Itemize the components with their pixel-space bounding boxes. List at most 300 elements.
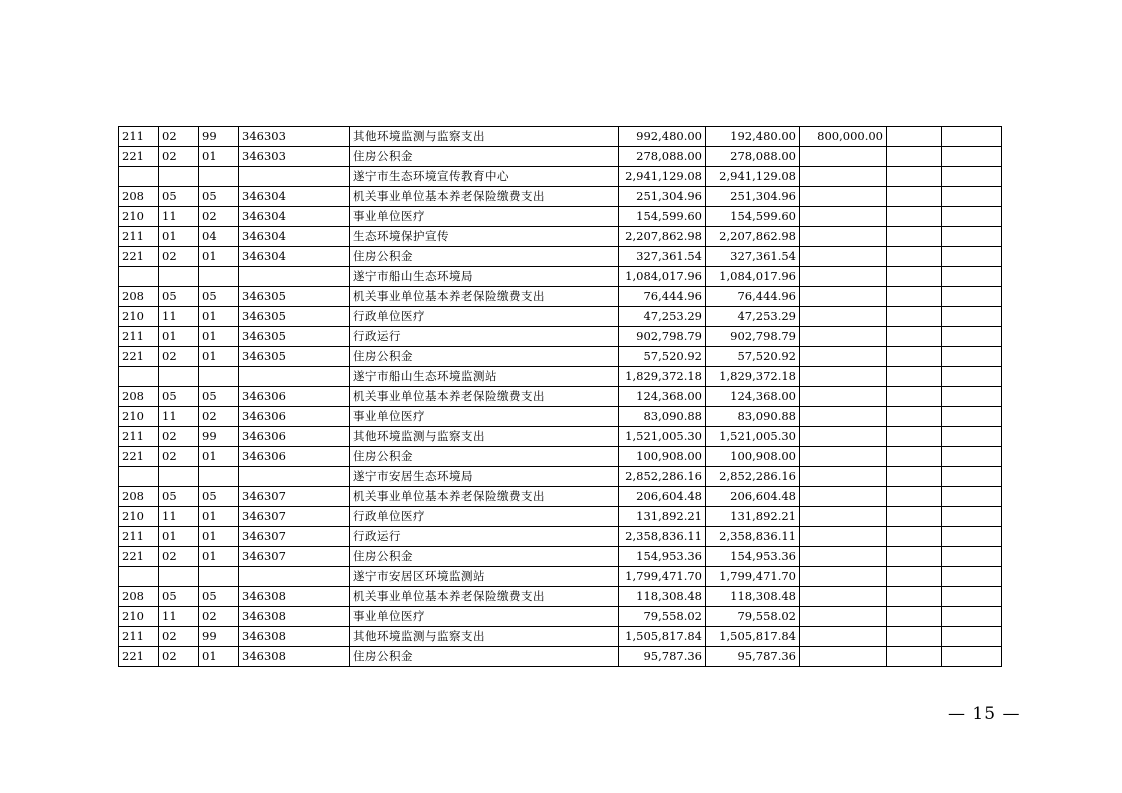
item-code-cell: 01 (199, 647, 239, 667)
unit-code-cell: 346307 (239, 547, 350, 567)
section-code-cell: 02 (159, 147, 199, 167)
table-row (119, 147, 1002, 167)
table-row (119, 647, 1002, 667)
page-number: — 15 — (948, 704, 1021, 724)
total-amount-cell: 992,480.00 (619, 127, 706, 147)
section-code-cell: 11 (159, 507, 199, 527)
table-row (119, 187, 1002, 207)
section-code-cell: 05 (159, 187, 199, 207)
total-amount-cell: 47,253.29 (619, 307, 706, 327)
class-code-cell (119, 167, 159, 187)
item-code-cell (199, 267, 239, 287)
col-9-cell (887, 167, 942, 187)
table-row (119, 287, 1002, 307)
section-code-cell: 01 (159, 327, 199, 347)
class-code-cell: 211 (119, 427, 159, 447)
class-code-cell: 210 (119, 607, 159, 627)
item-name-cell: 遂宁市生态环境宣传教育中心 (350, 167, 619, 187)
class-code-cell: 221 (119, 147, 159, 167)
item-name-cell: 住房公积金 (350, 247, 619, 267)
total-amount-cell: 1,799,471.70 (619, 567, 706, 587)
col-9-cell (887, 627, 942, 647)
col-10-cell (942, 447, 1002, 467)
unit-code-cell: 346306 (239, 427, 350, 447)
project-expenditure-cell (800, 327, 887, 347)
section-code-cell: 05 (159, 387, 199, 407)
project-expenditure-cell (800, 527, 887, 547)
item-code-cell: 04 (199, 227, 239, 247)
table-row (119, 367, 1002, 387)
unit-code-cell (239, 567, 350, 587)
item-code-cell: 01 (199, 347, 239, 367)
col-9-cell (887, 287, 942, 307)
table-row (119, 227, 1002, 247)
col-9-cell (887, 187, 942, 207)
project-expenditure-cell (800, 447, 887, 467)
col-10-cell (942, 647, 1002, 667)
col-10-cell (942, 527, 1002, 547)
total-amount-cell: 1,505,817.84 (619, 627, 706, 647)
unit-code-cell: 346307 (239, 507, 350, 527)
project-expenditure-cell (800, 147, 887, 167)
unit-code-cell (239, 467, 350, 487)
item-code-cell: 02 (199, 207, 239, 227)
col-9-cell (887, 347, 942, 367)
item-name-cell: 住房公积金 (350, 147, 619, 167)
basic-expenditure-cell: 1,505,817.84 (706, 627, 800, 647)
item-name-cell: 住房公积金 (350, 447, 619, 467)
table-row (119, 427, 1002, 447)
unit-code-cell: 346307 (239, 527, 350, 547)
item-code-cell: 01 (199, 447, 239, 467)
table-row (119, 347, 1002, 367)
unit-code-cell: 346308 (239, 627, 350, 647)
basic-expenditure-cell: 76,444.96 (706, 287, 800, 307)
class-code-cell: 211 (119, 227, 159, 247)
unit-code-cell: 346304 (239, 247, 350, 267)
basic-expenditure-cell: 100,908.00 (706, 447, 800, 467)
basic-expenditure-cell: 2,358,836.11 (706, 527, 800, 547)
total-amount-cell: 206,604.48 (619, 487, 706, 507)
section-code-cell: 05 (159, 487, 199, 507)
table-row (119, 587, 1002, 607)
table-row (119, 387, 1002, 407)
class-code-cell: 221 (119, 447, 159, 467)
col-10-cell (942, 367, 1002, 387)
class-code-cell: 208 (119, 487, 159, 507)
section-code-cell: 01 (159, 527, 199, 547)
class-code-cell: 208 (119, 187, 159, 207)
class-code-cell (119, 367, 159, 387)
table-row (119, 487, 1002, 507)
item-code-cell (199, 567, 239, 587)
col-10-cell (942, 307, 1002, 327)
basic-expenditure-cell: 1,521,005.30 (706, 427, 800, 447)
table-row (119, 127, 1002, 147)
total-amount-cell: 124,368.00 (619, 387, 706, 407)
item-name-cell: 机关事业单位基本养老保险缴费支出 (350, 187, 619, 207)
basic-expenditure-cell: 1,084,017.96 (706, 267, 800, 287)
section-code-cell: 05 (159, 587, 199, 607)
item-name-cell: 机关事业单位基本养老保险缴费支出 (350, 487, 619, 507)
item-code-cell: 05 (199, 187, 239, 207)
basic-expenditure-cell: 902,798.79 (706, 327, 800, 347)
basic-expenditure-cell: 278,088.00 (706, 147, 800, 167)
table-row (119, 607, 1002, 627)
basic-expenditure-cell: 2,852,286.16 (706, 467, 800, 487)
item-code-cell: 01 (199, 147, 239, 167)
item-name-cell: 行政单位医疗 (350, 307, 619, 327)
item-code-cell: 01 (199, 507, 239, 527)
class-code-cell (119, 467, 159, 487)
project-expenditure-cell (800, 607, 887, 627)
basic-expenditure-cell: 79,558.02 (706, 607, 800, 627)
total-amount-cell: 1,829,372.18 (619, 367, 706, 387)
item-name-cell: 生态环境保护宣传 (350, 227, 619, 247)
section-code-cell: 11 (159, 607, 199, 627)
basic-expenditure-cell: 95,787.36 (706, 647, 800, 667)
table-row (119, 527, 1002, 547)
unit-code-cell: 346307 (239, 487, 350, 507)
item-code-cell: 02 (199, 607, 239, 627)
col-9-cell (887, 227, 942, 247)
item-name-cell: 其他环境监测与监察支出 (350, 427, 619, 447)
section-code-cell (159, 267, 199, 287)
total-amount-cell: 100,908.00 (619, 447, 706, 467)
item-name-cell: 机关事业单位基本养老保险缴费支出 (350, 587, 619, 607)
unit-code-cell (239, 367, 350, 387)
item-code-cell (199, 167, 239, 187)
col-10-cell (942, 147, 1002, 167)
item-code-cell: 99 (199, 627, 239, 647)
total-amount-cell: 902,798.79 (619, 327, 706, 347)
col-10-cell (942, 547, 1002, 567)
total-amount-cell: 278,088.00 (619, 147, 706, 167)
basic-expenditure-cell: 154,599.60 (706, 207, 800, 227)
basic-expenditure-cell: 327,361.54 (706, 247, 800, 267)
section-code-cell: 01 (159, 227, 199, 247)
col-9-cell (887, 327, 942, 347)
class-code-cell: 211 (119, 527, 159, 547)
project-expenditure-cell (800, 427, 887, 447)
class-code-cell: 208 (119, 287, 159, 307)
unit-code-cell: 346304 (239, 227, 350, 247)
col-9-cell (887, 367, 942, 387)
project-expenditure-cell (800, 587, 887, 607)
item-name-cell: 行政运行 (350, 527, 619, 547)
unit-code-cell: 346304 (239, 207, 350, 227)
project-expenditure-cell (800, 547, 887, 567)
table-row (119, 167, 1002, 187)
total-amount-cell: 95,787.36 (619, 647, 706, 667)
col-9-cell (887, 247, 942, 267)
basic-expenditure-cell: 2,207,862.98 (706, 227, 800, 247)
item-code-cell: 05 (199, 487, 239, 507)
col-10-cell (942, 487, 1002, 507)
basic-expenditure-cell: 131,892.21 (706, 507, 800, 527)
item-code-cell (199, 367, 239, 387)
basic-expenditure-cell: 1,799,471.70 (706, 567, 800, 587)
project-expenditure-cell: 800,000.00 (800, 127, 887, 147)
table-row (119, 407, 1002, 427)
total-amount-cell: 2,358,836.11 (619, 527, 706, 547)
item-code-cell: 01 (199, 247, 239, 267)
project-expenditure-cell (800, 367, 887, 387)
item-code-cell: 01 (199, 327, 239, 347)
col-9-cell (887, 387, 942, 407)
unit-code-cell: 346308 (239, 587, 350, 607)
class-code-cell: 221 (119, 547, 159, 567)
table-row (119, 547, 1002, 567)
total-amount-cell: 83,090.88 (619, 407, 706, 427)
total-amount-cell: 154,953.36 (619, 547, 706, 567)
item-name-cell: 事业单位医疗 (350, 207, 619, 227)
col-10-cell (942, 607, 1002, 627)
basic-expenditure-cell: 192,480.00 (706, 127, 800, 147)
item-code-cell: 99 (199, 127, 239, 147)
item-code-cell: 05 (199, 287, 239, 307)
item-name-cell: 机关事业单位基本养老保险缴费支出 (350, 287, 619, 307)
col-10-cell (942, 287, 1002, 307)
table-row (119, 447, 1002, 467)
unit-code-cell: 346306 (239, 387, 350, 407)
section-code-cell: 11 (159, 407, 199, 427)
table-row (119, 567, 1002, 587)
section-code-cell: 11 (159, 207, 199, 227)
section-code-cell: 02 (159, 547, 199, 567)
section-code-cell: 05 (159, 287, 199, 307)
section-code-cell: 02 (159, 347, 199, 367)
table-row (119, 507, 1002, 527)
table-row (119, 207, 1002, 227)
total-amount-cell: 76,444.96 (619, 287, 706, 307)
item-code-cell: 02 (199, 407, 239, 427)
total-amount-cell: 251,304.96 (619, 187, 706, 207)
total-amount-cell: 1,521,005.30 (619, 427, 706, 447)
col-10-cell (942, 347, 1002, 367)
class-code-cell: 221 (119, 347, 159, 367)
total-amount-cell: 2,207,862.98 (619, 227, 706, 247)
unit-code-cell: 346305 (239, 307, 350, 327)
basic-expenditure-cell: 251,304.96 (706, 187, 800, 207)
section-code-cell (159, 167, 199, 187)
class-code-cell: 211 (119, 627, 159, 647)
basic-expenditure-cell: 206,604.48 (706, 487, 800, 507)
col-10-cell (942, 247, 1002, 267)
class-code-cell: 210 (119, 207, 159, 227)
col-10-cell (942, 467, 1002, 487)
total-amount-cell: 57,520.92 (619, 347, 706, 367)
unit-code-cell: 346308 (239, 607, 350, 627)
col-10-cell (942, 127, 1002, 147)
item-name-cell: 住房公积金 (350, 647, 619, 667)
total-amount-cell: 2,941,129.08 (619, 167, 706, 187)
project-expenditure-cell (800, 207, 887, 227)
project-expenditure-cell (800, 227, 887, 247)
project-expenditure-cell (800, 287, 887, 307)
col-9-cell (887, 427, 942, 447)
table-row (119, 307, 1002, 327)
project-expenditure-cell (800, 167, 887, 187)
project-expenditure-cell (800, 387, 887, 407)
col-10-cell (942, 627, 1002, 647)
total-amount-cell: 154,599.60 (619, 207, 706, 227)
col-10-cell (942, 587, 1002, 607)
item-code-cell: 99 (199, 427, 239, 447)
unit-code-cell: 346305 (239, 327, 350, 347)
table-row (119, 467, 1002, 487)
col-10-cell (942, 567, 1002, 587)
unit-code-cell (239, 267, 350, 287)
class-code-cell: 208 (119, 587, 159, 607)
unit-code-cell: 346303 (239, 147, 350, 167)
col-10-cell (942, 427, 1002, 447)
item-name-cell: 其他环境监测与监察支出 (350, 127, 619, 147)
total-amount-cell: 118,308.48 (619, 587, 706, 607)
item-name-cell: 事业单位医疗 (350, 607, 619, 627)
item-name-cell: 机关事业单位基本养老保险缴费支出 (350, 387, 619, 407)
col-10-cell (942, 207, 1002, 227)
basic-expenditure-cell: 154,953.36 (706, 547, 800, 567)
section-code-cell: 11 (159, 307, 199, 327)
item-code-cell: 05 (199, 387, 239, 407)
section-code-cell: 02 (159, 647, 199, 667)
item-name-cell: 其他环境监测与监察支出 (350, 627, 619, 647)
col-9-cell (887, 127, 942, 147)
section-code-cell: 02 (159, 427, 199, 447)
col-9-cell (887, 467, 942, 487)
unit-code-cell: 346306 (239, 407, 350, 427)
table-row (119, 327, 1002, 347)
unit-code-cell: 346308 (239, 647, 350, 667)
project-expenditure-cell (800, 347, 887, 367)
item-name-cell: 行政运行 (350, 327, 619, 347)
class-code-cell (119, 267, 159, 287)
item-code-cell: 05 (199, 587, 239, 607)
section-code-cell (159, 367, 199, 387)
total-amount-cell: 79,558.02 (619, 607, 706, 627)
item-code-cell (199, 467, 239, 487)
col-9-cell (887, 307, 942, 327)
class-code-cell: 221 (119, 247, 159, 267)
col-9-cell (887, 407, 942, 427)
col-9-cell (887, 447, 942, 467)
project-expenditure-cell (800, 487, 887, 507)
basic-expenditure-cell: 1,829,372.18 (706, 367, 800, 387)
class-code-cell: 210 (119, 307, 159, 327)
table-row (119, 267, 1002, 287)
col-9-cell (887, 487, 942, 507)
total-amount-cell: 131,892.21 (619, 507, 706, 527)
section-code-cell: 02 (159, 127, 199, 147)
project-expenditure-cell (800, 627, 887, 647)
class-code-cell: 208 (119, 387, 159, 407)
class-code-cell (119, 567, 159, 587)
item-name-cell: 事业单位医疗 (350, 407, 619, 427)
col-10-cell (942, 227, 1002, 247)
col-9-cell (887, 567, 942, 587)
col-10-cell (942, 327, 1002, 347)
table-row (119, 247, 1002, 267)
item-name-cell: 住房公积金 (350, 547, 619, 567)
basic-expenditure-cell: 124,368.00 (706, 387, 800, 407)
col-9-cell (887, 507, 942, 527)
col-10-cell (942, 407, 1002, 427)
item-name-cell: 行政单位医疗 (350, 507, 619, 527)
section-code-cell: 02 (159, 627, 199, 647)
project-expenditure-cell (800, 187, 887, 207)
unit-code-cell: 346306 (239, 447, 350, 467)
item-code-cell: 01 (199, 527, 239, 547)
basic-expenditure-cell: 2,941,129.08 (706, 167, 800, 187)
col-10-cell (942, 167, 1002, 187)
item-name-cell: 遂宁市安居区环境监测站 (350, 567, 619, 587)
unit-code-cell: 346305 (239, 347, 350, 367)
class-code-cell: 211 (119, 327, 159, 347)
col-9-cell (887, 587, 942, 607)
col-10-cell (942, 387, 1002, 407)
section-code-cell: 02 (159, 447, 199, 467)
project-expenditure-cell (800, 467, 887, 487)
table-row (119, 627, 1002, 647)
unit-code-cell: 346305 (239, 287, 350, 307)
basic-expenditure-cell: 118,308.48 (706, 587, 800, 607)
col-9-cell (887, 547, 942, 567)
col-10-cell (942, 267, 1002, 287)
item-name-cell: 遂宁市安居生态环境局 (350, 467, 619, 487)
total-amount-cell: 327,361.54 (619, 247, 706, 267)
budget-table (118, 126, 1002, 667)
project-expenditure-cell (800, 247, 887, 267)
project-expenditure-cell (800, 507, 887, 527)
basic-expenditure-cell: 57,520.92 (706, 347, 800, 367)
item-code-cell: 01 (199, 307, 239, 327)
item-name-cell: 遂宁市船山生态环境监测站 (350, 367, 619, 387)
table-body (119, 127, 1002, 667)
col-10-cell (942, 187, 1002, 207)
col-9-cell (887, 527, 942, 547)
col-9-cell (887, 267, 942, 287)
unit-code-cell: 346303 (239, 127, 350, 147)
total-amount-cell: 1,084,017.96 (619, 267, 706, 287)
project-expenditure-cell (800, 267, 887, 287)
project-expenditure-cell (800, 647, 887, 667)
col-10-cell (942, 507, 1002, 527)
class-code-cell: 211 (119, 127, 159, 147)
class-code-cell: 210 (119, 407, 159, 427)
col-9-cell (887, 147, 942, 167)
project-expenditure-cell (800, 307, 887, 327)
section-code-cell: 02 (159, 247, 199, 267)
section-code-cell (159, 567, 199, 587)
col-9-cell (887, 607, 942, 627)
unit-code-cell (239, 167, 350, 187)
project-expenditure-cell (800, 407, 887, 427)
section-code-cell (159, 467, 199, 487)
project-expenditure-cell (800, 567, 887, 587)
item-name-cell: 住房公积金 (350, 347, 619, 367)
class-code-cell: 210 (119, 507, 159, 527)
total-amount-cell: 2,852,286.16 (619, 467, 706, 487)
class-code-cell: 221 (119, 647, 159, 667)
col-9-cell (887, 647, 942, 667)
col-9-cell (887, 207, 942, 227)
item-name-cell: 遂宁市船山生态环境局 (350, 267, 619, 287)
basic-expenditure-cell: 47,253.29 (706, 307, 800, 327)
item-code-cell: 01 (199, 547, 239, 567)
unit-code-cell: 346304 (239, 187, 350, 207)
basic-expenditure-cell: 83,090.88 (706, 407, 800, 427)
